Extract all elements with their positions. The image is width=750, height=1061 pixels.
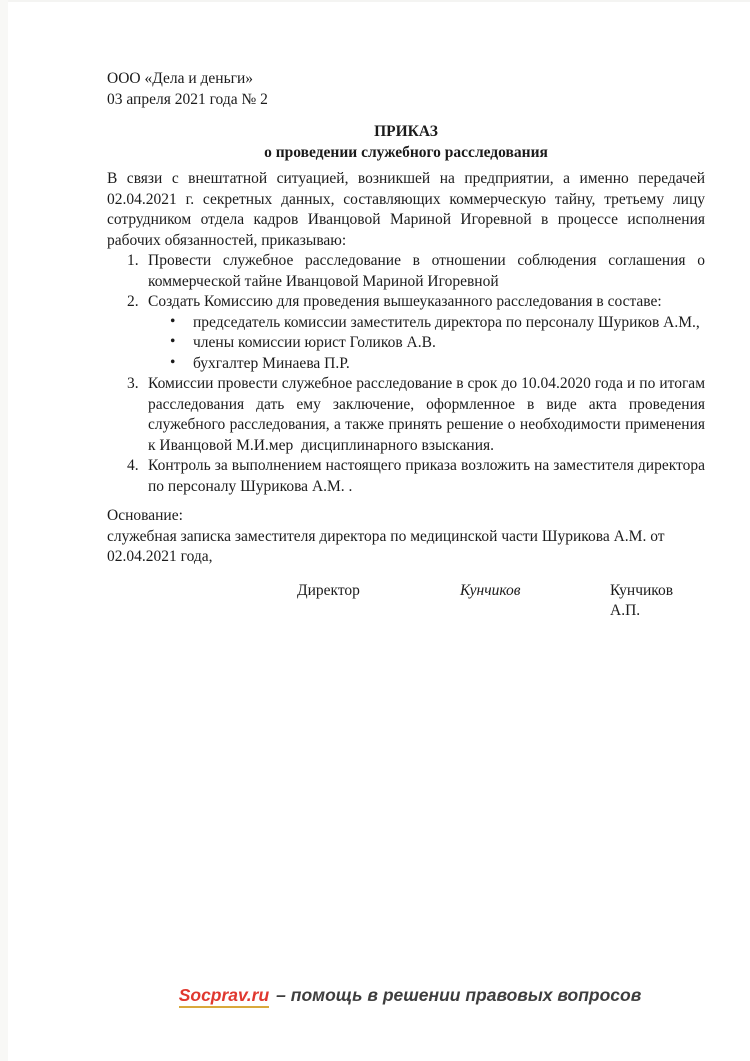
- document-page: [8, 3, 750, 1061]
- basis-label: Основание:: [107, 507, 183, 524]
- intro-paragraph: В связи с внештатной ситуацией, возникшей на предприятии, а именно передачей 02.04.2021 г. секретных данных, составляющих коммерческую тайну, третьему лицу сотрудником отдела кадров Иванцовой Мариной Игоревной в процессе исполнения рабочих обязанностей, приказываю:: [107, 170, 705, 249]
- bullet-text: бухгалтер Минаева П.Р.: [193, 354, 350, 372]
- site-footer: [115, 984, 705, 1006]
- commission-member-1: [107, 313, 705, 334]
- basis-block: [107, 506, 705, 568]
- org-name: ООО «Дела и деньги»: [107, 70, 254, 87]
- bullet-icon: •: [170, 333, 176, 350]
- item-text: Создать Комиссию для проведения вышеуказанного расследования в составе:: [148, 293, 662, 310]
- item-text: Комиссии провести служебное расследование в срок до 10.04.2020 года и по итогам расследования дать ему заключение, оформленное в виде акта проведения служебного расследования, а также принять решение о необходимости применения к Иванцовой М.И.мер дисциплинарного взыскания.: [148, 375, 705, 454]
- basis-text: служебная записка заместителя директора по медицинской части Шурикова А.М. от 02.04.2021 года,: [107, 527, 665, 565]
- document-subtitle: о проведении служебного расследования: [264, 143, 548, 161]
- bullet-icon: •: [170, 312, 176, 330]
- order-item-4: [107, 456, 705, 497]
- signature-row: [297, 581, 705, 622]
- item-text: Провести служебное расследование в отношении соблюдения соглашения о коммерческой тайне Иванцовой Мариной Игоревной: [148, 252, 705, 290]
- bullet-icon: •: [170, 353, 176, 371]
- page-edge-top: [0, 0, 750, 2]
- item-text: Контроль за выполнением настоящего приказа возложить на заместителя директора по персоналу Шурикова А.М. .: [148, 457, 705, 495]
- item-number: 4.: [127, 457, 139, 474]
- bullet-text: председатель комиссии заместитель директора по персоналу Шуриков А.М.,: [193, 313, 700, 331]
- item-number: 2.: [127, 293, 139, 310]
- signatory-name: Кунчиков А.П.: [610, 581, 674, 619]
- footer-tagline: – помощь в решении правовых вопросов: [276, 985, 642, 1005]
- order-item-2: [107, 292, 705, 313]
- item-number: 1.: [127, 252, 139, 269]
- order-item-3: [107, 374, 705, 456]
- page-edge-left: [0, 0, 8, 1061]
- title-block: [107, 122, 705, 163]
- handwritten-signature: Кунчиков: [460, 581, 521, 599]
- document-title: ПРИКАЗ: [374, 123, 438, 140]
- bullet-text: члены комиссии юрист Голиков А.В.: [193, 334, 436, 351]
- date-number-line: 03 апреля 2021 года № 2: [107, 90, 268, 108]
- document-header: [107, 69, 705, 110]
- signatory-position: Директор: [297, 581, 360, 599]
- order-item-1: [107, 251, 705, 292]
- item-number: 3.: [127, 375, 139, 392]
- footer-site-link[interactable]: Socprav.ru: [179, 985, 269, 1008]
- commission-member-2: [107, 333, 705, 354]
- commission-member-3: [107, 354, 705, 375]
